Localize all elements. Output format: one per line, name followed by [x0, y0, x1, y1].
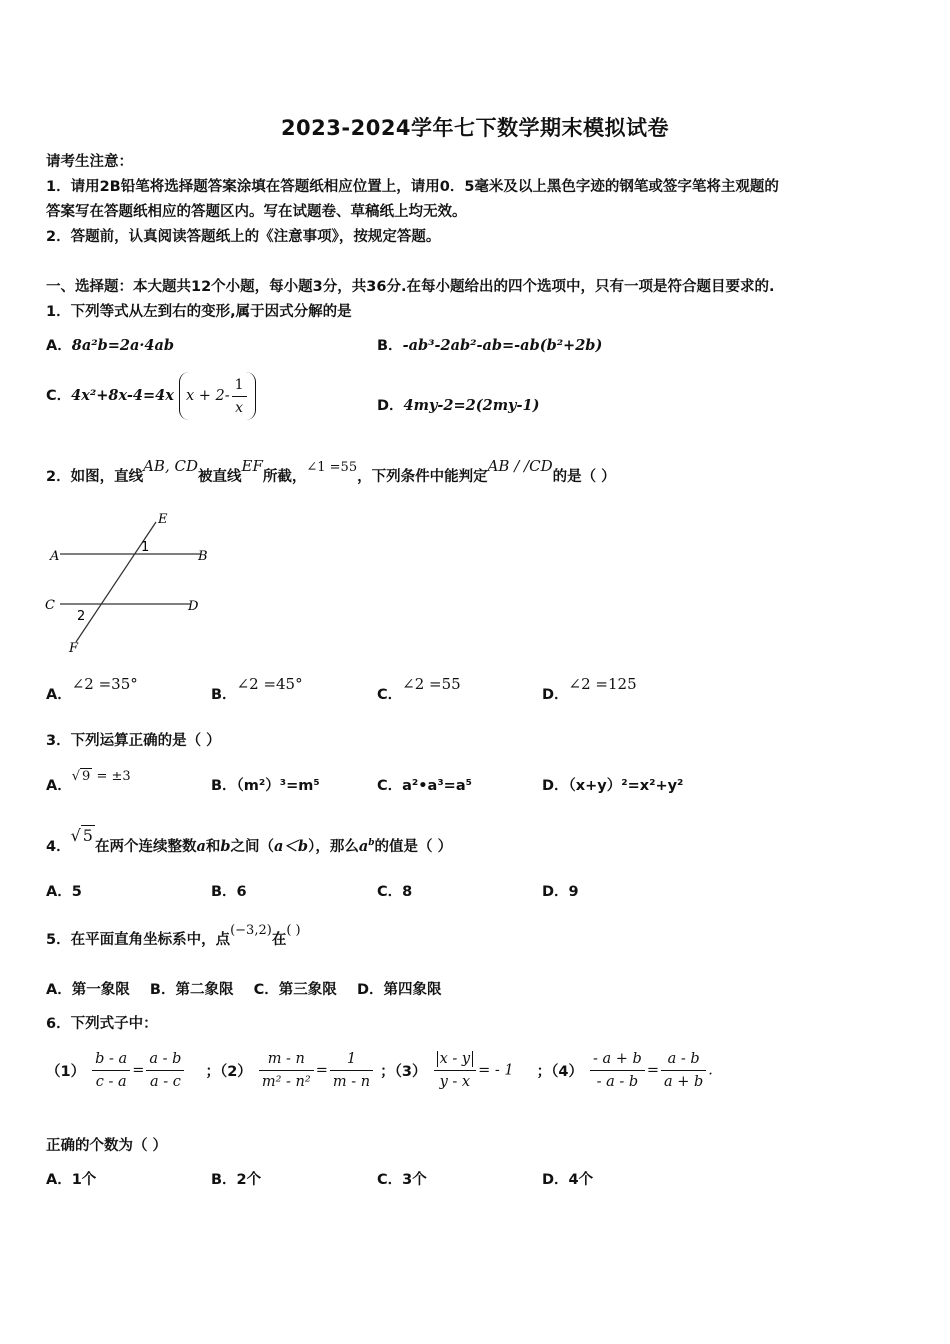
q6-p4-n1: - a + b — [590, 1048, 645, 1071]
q4-var-b: b — [220, 838, 231, 855]
q6-part-2: $\frac{m - n}{\text{m² - n²}}$ = $\frac{1}{m - n}$ — [257, 1048, 375, 1093]
q6-sep-3: ；（4） — [536, 1064, 583, 1080]
q4-option-c: C．8 — [377, 884, 413, 900]
q2-math-ef: EF — [241, 457, 263, 475]
label-a: A — [50, 549, 60, 564]
q3-a-rest: = ±3 — [92, 769, 131, 784]
q6-option-d: D．4个 — [542, 1172, 594, 1188]
q6-option-b: B．2个 — [211, 1172, 262, 1188]
q6-p1-n1: b - a — [92, 1048, 130, 1071]
q6-sep-2: ；（3） — [380, 1064, 427, 1080]
q4-radicand: 5 — [82, 826, 93, 845]
q3-option-b: B．（m²）³=m⁵ — [211, 778, 320, 794]
section-1-header: 一、选择题：本大题共12个小题，每小题3分，共36分.在每小题给出的四个选项中，只有一项是符合题目要求的. — [46, 279, 775, 295]
q1-b-label: B． — [377, 338, 403, 354]
q2-option-a — [46, 675, 138, 705]
q2-stem — [46, 457, 616, 488]
q6-p3-n1: x - y — [437, 1051, 474, 1067]
q6-part-3 — [432, 1048, 514, 1093]
q1-c-pre: 4x²+8x-4=4x — [71, 387, 174, 404]
q5-point: (−3,2) — [230, 923, 272, 938]
q2-math-abcd: AB, CD — [143, 457, 198, 475]
q6-p1-d1: c - a — [95, 1074, 127, 1090]
q2-math-parallel: AB / /CD — [487, 457, 553, 475]
q5-options: A．第一象限 B．第二象限 C．第三象限 D．第四象限 — [46, 982, 442, 998]
q6-part-1-label: （1） — [46, 1064, 86, 1080]
q1-stem: 1．下列等式从左到右的变形,属于因式分解的是 — [46, 304, 352, 320]
q4-stem-e: 的值是（ ） — [374, 839, 453, 855]
q2-option-c — [377, 675, 461, 705]
q6-p1-frac-left — [92, 1048, 130, 1093]
q3-option-c: C．a²•a³=a⁵ — [377, 778, 472, 794]
q1-option-a — [46, 336, 174, 356]
q1-option-b — [377, 336, 602, 356]
q4-option-d: D．9 — [542, 884, 579, 900]
label-e: E — [158, 512, 168, 527]
q2-b-math: ∠2 =45° — [236, 675, 303, 693]
q5-stem-a: 5．在平面直角坐标系中，点 — [46, 932, 231, 948]
q2-b-label: B． — [211, 687, 237, 703]
notice-line-1b: 答案写在答题纸相应的答题区内。写在试题卷、草稿纸上均无效。 — [46, 204, 467, 220]
q1-c-fraction — [232, 374, 247, 419]
q2-a-math: ∠2 =35° — [71, 675, 138, 693]
q6-part-4: $\frac{- a + b}{- a - b}$ = $\frac{a - b}{a + b}$ . — [588, 1048, 713, 1093]
q4-num: 4． — [46, 839, 71, 855]
q2-c-math: ∠2 =55 — [402, 675, 461, 693]
q2-stem-5: 的是（ ） — [552, 469, 616, 485]
q2-math-angle1: ∠1 =55 — [306, 460, 358, 475]
q6-p4-d2: a + b — [664, 1074, 704, 1090]
q6-p2-frac-right — [330, 1048, 373, 1093]
q6-p2-frac-left — [259, 1048, 314, 1093]
q2-option-b — [211, 675, 303, 705]
q3-a-math: √ 9 = ±3 — [71, 769, 131, 784]
q6-p4-n2: a - b — [661, 1048, 706, 1071]
q4-power-exp: b — [368, 838, 375, 849]
q6-p3-d1: y - x — [439, 1074, 471, 1090]
page-title: 2023-2024学年七下数学期末模拟试卷 — [280, 116, 670, 140]
q4-var-a: a — [196, 838, 206, 855]
q6-p4-frac-right — [661, 1048, 706, 1093]
label-f: F — [69, 641, 79, 656]
q1-b-math: -ab³-2ab²-ab=-ab(b²+2b) — [402, 337, 603, 354]
q6-p3-num-wrap — [434, 1048, 477, 1071]
q4-stem-d: ），那么 — [308, 839, 359, 855]
q6-question: 正确的个数为（ ） — [46, 1138, 168, 1154]
q4-sqrt: √ 5 — [70, 826, 93, 845]
q2-figure — [40, 508, 225, 658]
q4-stem — [46, 826, 453, 857]
q6-p2-n1: m - n — [259, 1048, 314, 1071]
q6-p1-n2: a - b — [146, 1048, 184, 1071]
q6-end: . — [708, 1062, 713, 1079]
q2-d-math: ∠2 =125 — [568, 675, 637, 693]
q6-expressions — [46, 1048, 713, 1093]
q6-sep-1: ；（2） — [205, 1064, 252, 1080]
q1-d-math: 4my-2=2(2my-1) — [403, 397, 540, 414]
q6-p3-rhs: = - 1 — [478, 1062, 514, 1079]
q1-c-inner: x + 2- — [185, 388, 230, 404]
q2-a-label: A． — [46, 687, 72, 703]
q2-stem-4: ，下列条件中能判定 — [357, 469, 488, 485]
q4-option-a: A．5 — [46, 884, 82, 900]
q6-p1-d2: a - c — [149, 1074, 181, 1090]
q5-stem — [46, 923, 301, 951]
q2-c-label: C． — [377, 687, 403, 703]
q1-a-math: 8a²b=2a·4ab — [71, 337, 175, 354]
q1-c-label: C． — [46, 388, 72, 404]
label-b: B — [198, 549, 208, 564]
q6-p4-frac-left — [590, 1048, 645, 1093]
q2-stem-2: 被直线 — [198, 469, 242, 485]
q2-option-d — [542, 675, 637, 705]
q2-stem-3: 所截， — [262, 469, 307, 485]
q1-c-num: 1 — [232, 374, 247, 397]
q3-a-radicand: 9 — [82, 769, 91, 784]
q6-p3-frac — [434, 1048, 477, 1093]
q3-stem: 3．下列运算正确的是（ ） — [46, 733, 221, 749]
q3-option-d: D．（x+y）²=x²+y² — [542, 778, 684, 794]
notice-header: 请考生注意： — [46, 154, 133, 170]
q2-d-label: D． — [542, 687, 569, 703]
q6-p2-d1: m² - n² — [261, 1074, 311, 1090]
notice-line-2: 2．答题前，认真阅读答题纸上的《注意事项》，按规定答题。 — [46, 229, 441, 245]
label-angle-2: 2 — [77, 609, 86, 624]
q1-c-den: x — [235, 399, 244, 416]
q5-blank: ( ) — [286, 923, 301, 938]
q1-option-c — [46, 372, 256, 420]
q1-option-d — [377, 396, 539, 416]
q4-option-b: B．6 — [211, 884, 247, 900]
q6-stem: 6．下列式子中： — [46, 1016, 158, 1032]
q6-p4-d1: - a - b — [596, 1074, 639, 1090]
q3-a-label: A． — [46, 778, 72, 794]
q5-stem-b: 在 — [271, 932, 287, 948]
q1-c-paren — [179, 372, 256, 420]
q6-p2-d2: m - n — [332, 1074, 371, 1090]
q4-condition: a＜b — [274, 838, 309, 855]
q6-p2-n2: 1 — [330, 1048, 373, 1071]
q4-stem-a: 在两个连续整数 — [94, 839, 197, 855]
q1-a-label: A． — [46, 338, 72, 354]
label-c: C — [45, 598, 55, 613]
q4-stem-c: 之间（ — [230, 839, 275, 855]
label-angle-1: 1 — [141, 540, 150, 555]
q4-stem-b: 和 — [205, 839, 221, 855]
q6-part-1: $\frac{b - a}{c - a}$ = $\frac{a - b}{a - c}$ — [90, 1048, 186, 1093]
q6-p1-frac-right — [146, 1048, 184, 1093]
label-d: D — [188, 599, 199, 614]
q2-stem-1: 2．如图，直线 — [46, 469, 144, 485]
q4-power-base: a — [358, 838, 369, 855]
q6-option-a: A．1个 — [46, 1172, 97, 1188]
q3-option-a — [46, 769, 131, 797]
notice-line-1: 1．请用2B铅笔将选择题答案涂填在答题纸相应位置上，请用0．5毫米及以上黑色字迹的钢笔或签字笔将主观题的 — [46, 179, 779, 195]
q1-d-label: D． — [377, 398, 404, 414]
q6-option-c: C．3个 — [377, 1172, 427, 1188]
